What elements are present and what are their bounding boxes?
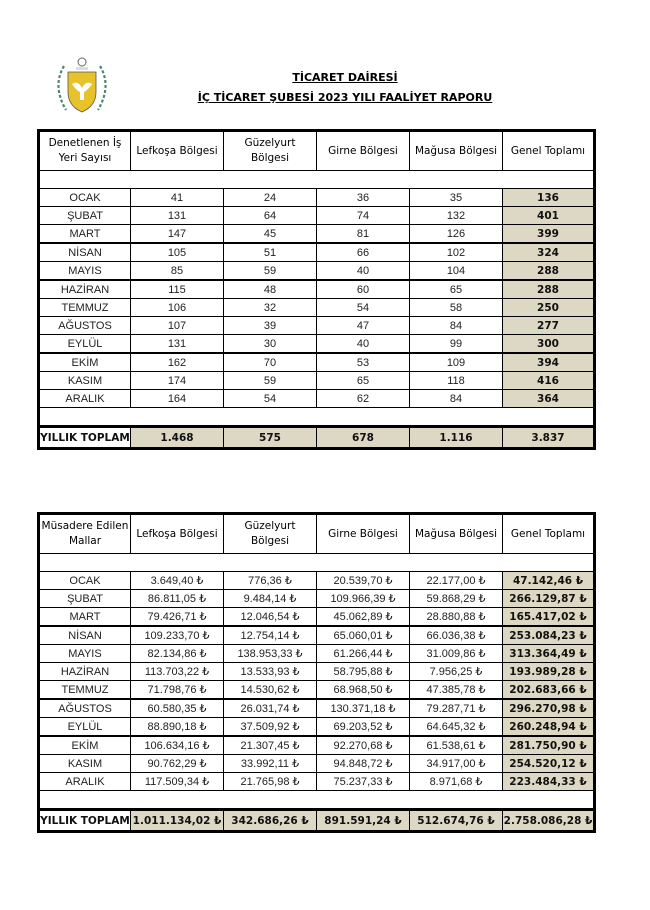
lefkosa-cell: 147 xyxy=(131,225,224,244)
total-cell: 364 xyxy=(503,390,595,408)
girne-cell: 60 xyxy=(317,280,410,299)
table-row xyxy=(39,590,595,608)
guzelyurt-cell: 30 xyxy=(224,335,317,354)
total-cell: 296.270,98 ₺ xyxy=(503,699,595,718)
magusa-cell: 84 xyxy=(410,390,503,408)
magusa-cell: 118 xyxy=(410,372,503,390)
girne-cell: 61.266,44 ₺ xyxy=(317,645,410,663)
magusa-cell: 22.177,00 ₺ xyxy=(410,572,503,590)
total-cell: 300 xyxy=(503,335,595,354)
girne-cell: 130.371,18 ₺ xyxy=(317,699,410,718)
yearly-grand-total: 3.837 xyxy=(503,427,595,449)
girne-cell: 94.848,72 ₺ xyxy=(317,755,410,773)
girne-cell: 58.795,88 ₺ xyxy=(317,663,410,681)
table-row xyxy=(39,390,595,408)
lefkosa-cell: 106.634,16 ₺ xyxy=(131,736,224,755)
magusa-cell: 84 xyxy=(410,317,503,335)
table-row xyxy=(39,353,595,372)
guzelyurt-cell: 54 xyxy=(224,390,317,408)
table-row xyxy=(39,663,595,681)
magusa-cell: 7.956,25 ₺ xyxy=(410,663,503,681)
magusa-cell: 66.036,38 ₺ xyxy=(410,626,503,645)
month-cell: EYLÜL xyxy=(39,718,131,737)
guzelyurt-cell: 64 xyxy=(224,207,317,225)
state-emblem-icon xyxy=(50,54,114,118)
guzelyurt-cell: 24 xyxy=(224,189,317,207)
yearly-lefkosa: 1.468 xyxy=(131,427,224,449)
guzelyurt-cell: 48 xyxy=(224,280,317,299)
column-header-girne: Girne Bölgesi xyxy=(317,514,410,554)
magusa-cell: 58 xyxy=(410,299,503,317)
total-cell: 266.129,87 ₺ xyxy=(503,590,595,608)
lefkosa-cell: 113.703,22 ₺ xyxy=(131,663,224,681)
girne-cell: 68.968,50 ₺ xyxy=(317,681,410,700)
total-cell: 47.142,46 ₺ xyxy=(503,572,595,590)
total-cell: 254.520,12 ₺ xyxy=(503,755,595,773)
spacer-row xyxy=(39,791,595,810)
month-cell: MART xyxy=(39,225,131,244)
month-cell: MART xyxy=(39,608,131,627)
girne-cell: 36 xyxy=(317,189,410,207)
column-header-category: Denetlenen İş Yeri Sayısı xyxy=(39,131,131,171)
column-header-lefkosa: Lefkoşa Bölgesi xyxy=(131,514,224,554)
month-cell: AĞUSTOS xyxy=(39,317,131,335)
yearly-girne: 891.591,24 ₺ xyxy=(317,810,410,832)
magusa-cell: 64.645,32 ₺ xyxy=(410,718,503,737)
guzelyurt-cell: 9.484,14 ₺ xyxy=(224,590,317,608)
lefkosa-cell: 71.798,76 ₺ xyxy=(131,681,224,700)
girne-cell: 69.203,52 ₺ xyxy=(317,718,410,737)
magusa-cell: 109 xyxy=(410,353,503,372)
total-cell: 416 xyxy=(503,372,595,390)
girne-cell: 81 xyxy=(317,225,410,244)
total-cell: 277 xyxy=(503,317,595,335)
lefkosa-cell: 107 xyxy=(131,317,224,335)
girne-cell: 65.060,01 ₺ xyxy=(317,626,410,645)
magusa-cell: 102 xyxy=(410,243,503,262)
spacer-row xyxy=(39,554,595,572)
table-row xyxy=(39,372,595,390)
month-cell: ARALIK xyxy=(39,390,131,408)
month-cell: OCAK xyxy=(39,572,131,590)
table-row xyxy=(39,572,595,590)
guzelyurt-cell: 45 xyxy=(224,225,317,244)
lefkosa-cell: 162 xyxy=(131,353,224,372)
lefkosa-cell: 117.509,34 ₺ xyxy=(131,773,224,791)
month-cell: HAZİRAN xyxy=(39,280,131,299)
table-row xyxy=(39,299,595,317)
magusa-cell: 34.917,00 ₺ xyxy=(410,755,503,773)
guzelyurt-cell: 12.046,54 ₺ xyxy=(224,608,317,627)
table-row xyxy=(39,773,595,791)
girne-cell: 62 xyxy=(317,390,410,408)
yearly-total-row xyxy=(39,427,595,449)
confiscated-goods-table xyxy=(37,512,596,833)
total-cell: 313.364,49 ₺ xyxy=(503,645,595,663)
spacer-row xyxy=(39,408,595,427)
magusa-cell: 35 xyxy=(410,189,503,207)
table-row xyxy=(39,608,595,627)
girne-cell: 66 xyxy=(317,243,410,262)
lefkosa-cell: 85 xyxy=(131,262,224,281)
lefkosa-cell: 79.426,71 ₺ xyxy=(131,608,224,627)
table-row xyxy=(39,207,595,225)
table-row xyxy=(39,317,595,335)
month-cell: MAYIS xyxy=(39,645,131,663)
girne-cell: 40 xyxy=(317,262,410,281)
column-header-magusa: Mağusa Bölgesi xyxy=(410,514,503,554)
girne-cell: 20.539,70 ₺ xyxy=(317,572,410,590)
guzelyurt-cell: 51 xyxy=(224,243,317,262)
total-cell: 399 xyxy=(503,225,595,244)
column-header-guzelyurt: Güzelyurt Bölgesi xyxy=(224,131,317,171)
magusa-cell: 79.287,71 ₺ xyxy=(410,699,503,718)
guzelyurt-cell: 26.031,74 ₺ xyxy=(224,699,317,718)
magusa-cell: 61.538,61 ₺ xyxy=(410,736,503,755)
inspected-workplaces-table xyxy=(37,129,596,450)
guzelyurt-cell: 12.754,14 ₺ xyxy=(224,626,317,645)
report-header xyxy=(180,68,510,108)
lefkosa-cell: 60.580,35 ₺ xyxy=(131,699,224,718)
lefkosa-cell: 174 xyxy=(131,372,224,390)
total-cell: 193.989,28 ₺ xyxy=(503,663,595,681)
magusa-cell: 65 xyxy=(410,280,503,299)
table-row xyxy=(39,189,595,207)
magusa-cell: 31.009,86 ₺ xyxy=(410,645,503,663)
column-header-lefkosa: Lefkoşa Bölgesi xyxy=(131,131,224,171)
month-cell: OCAK xyxy=(39,189,131,207)
guzelyurt-cell: 13.533,93 ₺ xyxy=(224,663,317,681)
month-cell: EKİM xyxy=(39,736,131,755)
yearly-grand-total: 2.758.086,28 ₺ xyxy=(503,810,595,832)
girne-cell: 75.237,33 ₺ xyxy=(317,773,410,791)
table-row xyxy=(39,243,595,262)
lefkosa-cell: 105 xyxy=(131,243,224,262)
yearly-magusa: 1.116 xyxy=(410,427,503,449)
table-header-row xyxy=(39,131,595,171)
column-header-girne: Girne Bölgesi xyxy=(317,131,410,171)
lefkosa-cell: 106 xyxy=(131,299,224,317)
month-cell: NİSAN xyxy=(39,243,131,262)
total-cell: 288 xyxy=(503,280,595,299)
yearly-magusa: 512.674,76 ₺ xyxy=(410,810,503,832)
yearly-total-row xyxy=(39,810,595,832)
guzelyurt-cell: 37.509,92 ₺ xyxy=(224,718,317,737)
magusa-cell: 132 xyxy=(410,207,503,225)
girne-cell: 40 xyxy=(317,335,410,354)
total-cell: 253.084,23 ₺ xyxy=(503,626,595,645)
guzelyurt-cell: 21.307,45 ₺ xyxy=(224,736,317,755)
column-header-category: Müsadere Edilen Mallar xyxy=(39,514,131,554)
table-row xyxy=(39,280,595,299)
month-cell: ŞUBAT xyxy=(39,207,131,225)
month-cell: NİSAN xyxy=(39,626,131,645)
column-header-magusa: Mağusa Bölgesi xyxy=(410,131,503,171)
girne-cell: 65 xyxy=(317,372,410,390)
month-cell: KASIM xyxy=(39,755,131,773)
girne-cell: 45.062,89 ₺ xyxy=(317,608,410,627)
department-title: TİCARET DAİRESİ xyxy=(292,71,398,84)
total-cell: 250 xyxy=(503,299,595,317)
yearly-total-label: YILLIK TOPLAM xyxy=(39,427,131,449)
guzelyurt-cell: 21.765,98 ₺ xyxy=(224,773,317,791)
magusa-cell: 126 xyxy=(410,225,503,244)
table-row xyxy=(39,736,595,755)
lefkosa-cell: 90.762,29 ₺ xyxy=(131,755,224,773)
total-cell: 401 xyxy=(503,207,595,225)
table-row xyxy=(39,262,595,281)
column-header-total: Genel Toplamı xyxy=(503,131,595,171)
table-row xyxy=(39,645,595,663)
total-cell: 202.683,66 ₺ xyxy=(503,681,595,700)
magusa-cell: 59.868,29 ₺ xyxy=(410,590,503,608)
guzelyurt-cell: 59 xyxy=(224,372,317,390)
guzelyurt-cell: 138.953,33 ₺ xyxy=(224,645,317,663)
girne-cell: 92.270,68 ₺ xyxy=(317,736,410,755)
guzelyurt-cell: 70 xyxy=(224,353,317,372)
lefkosa-cell: 131 xyxy=(131,207,224,225)
total-cell: 165.417,02 ₺ xyxy=(503,608,595,627)
lefkosa-cell: 82.134,86 ₺ xyxy=(131,645,224,663)
magusa-cell: 104 xyxy=(410,262,503,281)
girne-cell: 47 xyxy=(317,317,410,335)
yearly-total-label: YILLIK TOPLAM xyxy=(39,810,131,832)
yearly-guzelyurt: 575 xyxy=(224,427,317,449)
lefkosa-cell: 86.811,05 ₺ xyxy=(131,590,224,608)
guzelyurt-cell: 33.992,11 ₺ xyxy=(224,755,317,773)
guzelyurt-cell: 32 xyxy=(224,299,317,317)
table-row xyxy=(39,335,595,354)
table-row xyxy=(39,718,595,737)
total-cell: 281.750,90 ₺ xyxy=(503,736,595,755)
total-cell: 324 xyxy=(503,243,595,262)
lefkosa-cell: 109.233,70 ₺ xyxy=(131,626,224,645)
guzelyurt-cell: 776,36 ₺ xyxy=(224,572,317,590)
magusa-cell: 99 xyxy=(410,335,503,354)
lefkosa-cell: 41 xyxy=(131,189,224,207)
yearly-guzelyurt: 342.686,26 ₺ xyxy=(224,810,317,832)
report-subtitle: İÇ TİCARET ŞUBESİ 2023 YILI FAALİYET RAPORU xyxy=(197,91,493,104)
month-cell: AĞUSTOS xyxy=(39,699,131,718)
month-cell: MAYIS xyxy=(39,262,131,281)
lefkosa-cell: 88.890,18 ₺ xyxy=(131,718,224,737)
yearly-girne: 678 xyxy=(317,427,410,449)
girne-cell: 53 xyxy=(317,353,410,372)
guzelyurt-cell: 14.530,62 ₺ xyxy=(224,681,317,700)
guzelyurt-cell: 59 xyxy=(224,262,317,281)
table-row xyxy=(39,755,595,773)
spacer-row xyxy=(39,171,595,189)
lefkosa-cell: 3.649,40 ₺ xyxy=(131,572,224,590)
lefkosa-cell: 115 xyxy=(131,280,224,299)
table-row xyxy=(39,699,595,718)
table-row xyxy=(39,626,595,645)
total-cell: 260.248,94 ₺ xyxy=(503,718,595,737)
table-header-row xyxy=(39,514,595,554)
column-header-guzelyurt: Güzelyurt Bölgesi xyxy=(224,514,317,554)
magusa-cell: 28.880,88 ₺ xyxy=(410,608,503,627)
guzelyurt-cell: 39 xyxy=(224,317,317,335)
column-header-total: Genel Toplamı xyxy=(503,514,595,554)
table-row xyxy=(39,225,595,244)
girne-cell: 74 xyxy=(317,207,410,225)
magusa-cell: 8.971,68 ₺ xyxy=(410,773,503,791)
month-cell: ARALIK xyxy=(39,773,131,791)
girne-cell: 109.966,39 ₺ xyxy=(317,590,410,608)
month-cell: KASIM xyxy=(39,372,131,390)
total-cell: 394 xyxy=(503,353,595,372)
lefkosa-cell: 131 xyxy=(131,335,224,354)
table-row xyxy=(39,681,595,700)
month-cell: ŞUBAT xyxy=(39,590,131,608)
girne-cell: 54 xyxy=(317,299,410,317)
month-cell: HAZİRAN xyxy=(39,663,131,681)
total-cell: 288 xyxy=(503,262,595,281)
month-cell: TEMMUZ xyxy=(39,681,131,700)
month-cell: EKİM xyxy=(39,353,131,372)
yearly-lefkosa: 1.011.134,02 ₺ xyxy=(131,810,224,832)
magusa-cell: 47.385,78 ₺ xyxy=(410,681,503,700)
total-cell: 223.484,33 ₺ xyxy=(503,773,595,791)
month-cell: EYLÜL xyxy=(39,335,131,354)
month-cell: TEMMUZ xyxy=(39,299,131,317)
lefkosa-cell: 164 xyxy=(131,390,224,408)
total-cell: 136 xyxy=(503,189,595,207)
